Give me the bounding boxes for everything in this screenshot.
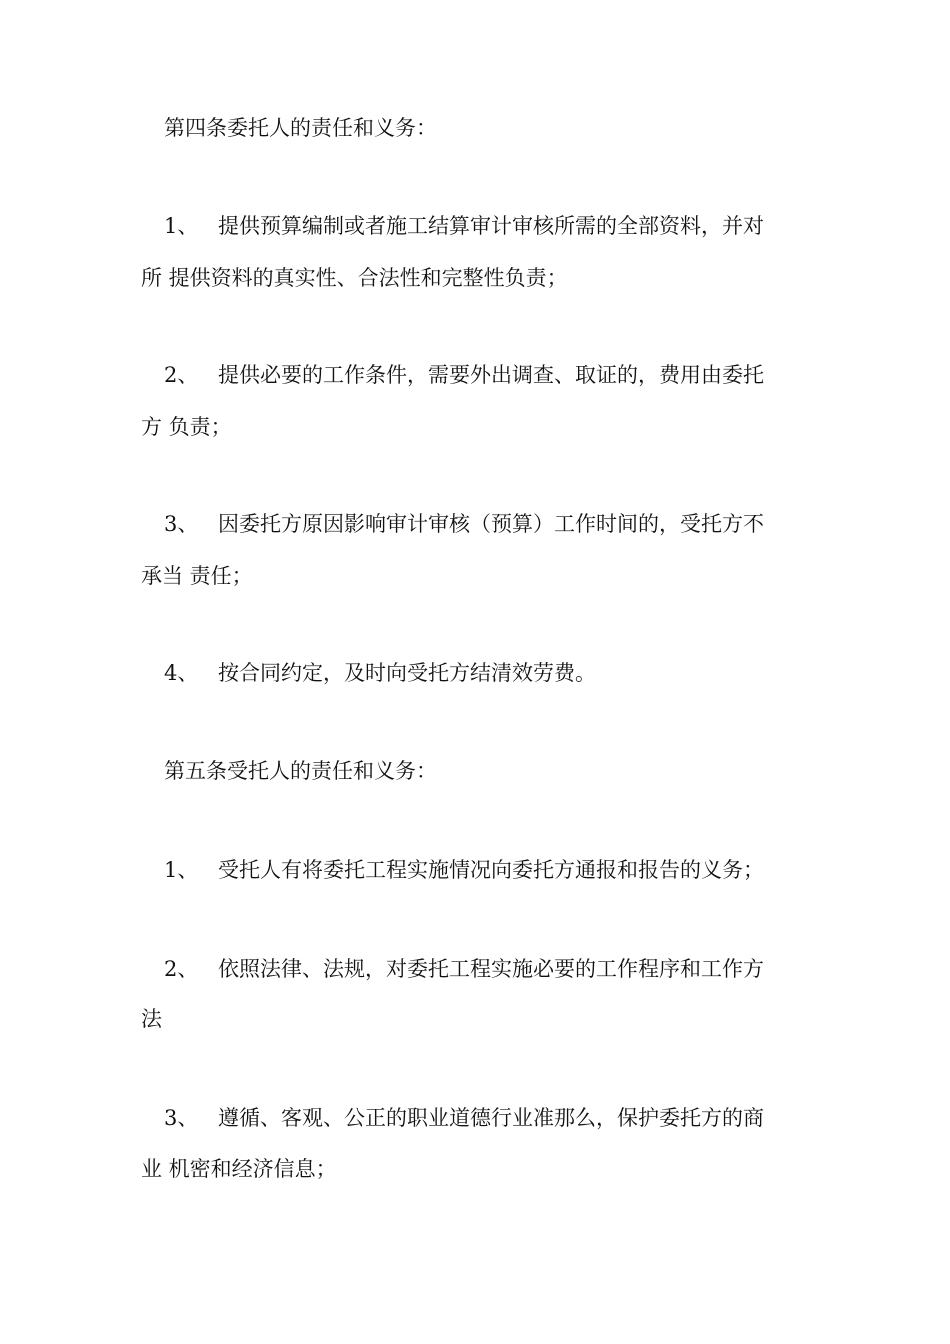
list-item (0, 510, 950, 538)
item-text-line2: 法 (141, 1007, 162, 1031)
item-number: 3、 (164, 512, 199, 536)
item-text-line1: 因委托方原因影响审计审核（预算）工作时间的，受托方不 (218, 512, 764, 536)
item-text-line2: 业 机密和经济信息； (141, 1157, 337, 1181)
item-number: 2、 (164, 363, 199, 387)
item-number: 1、 (164, 858, 199, 882)
list-item (0, 361, 950, 389)
item-text-line2: 承当 责任； (141, 564, 253, 588)
section-heading-4: 第四条委托人的责任和义务： (164, 116, 437, 140)
item-text-line2: 所 提供资料的真实性、合法性和完整性负责； (141, 266, 568, 290)
item-text-line1: 依照法律、法规，对委托工程实施必要的工作程序和工作方 (218, 957, 764, 981)
item-text-line1: 提供预算编制或者施工结算审计审核所需的全部资料，并对 (218, 214, 764, 238)
list-item (0, 212, 950, 240)
item-number: 1、 (164, 214, 199, 238)
item-text-line1: 按合同约定，及时向受托方结清效劳费。 (218, 661, 596, 685)
list-item (0, 1104, 950, 1132)
item-number: 3、 (164, 1106, 199, 1130)
item-text-line1: 提供必要的工作条件，需要外出调查、取证的，费用由委托 (218, 363, 764, 387)
list-item (0, 659, 950, 687)
item-number: 4、 (164, 661, 199, 685)
item-text-line1: 受托人有将委托工程实施情况向委托方通报和报告的义务； (218, 858, 764, 882)
list-item (0, 955, 950, 983)
item-text-line1: 遵循、客观、公正的职业道德行业准那么，保护委托方的商 (218, 1106, 764, 1130)
item-number: 2、 (164, 957, 199, 981)
list-item (0, 856, 950, 884)
item-text-line2: 方 负责； (141, 415, 232, 439)
section-heading-5: 第五条受托人的责任和义务： (164, 759, 437, 783)
